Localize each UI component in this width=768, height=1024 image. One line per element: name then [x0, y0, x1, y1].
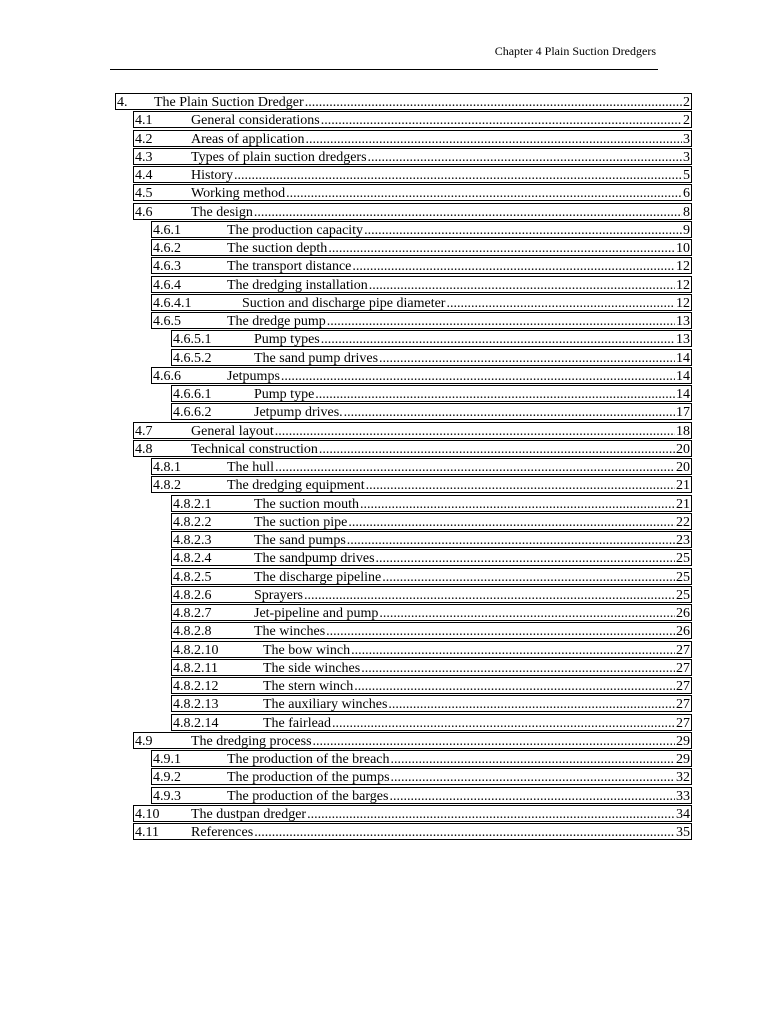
- toc-entry-page: 18: [676, 423, 690, 439]
- toc-entry-number: 4.: [117, 95, 128, 110]
- chapter-title: Chapter 4 Plain Suction Dredgers: [494, 44, 656, 58]
- toc-entry-number: 4.6.6: [153, 368, 181, 384]
- toc-entry-page: 22: [676, 514, 690, 530]
- toc-entry-page: 35: [676, 825, 690, 840]
- toc-entry-number: 4.8.2.6: [173, 587, 212, 603]
- toc-entry-number: 4.6.5.2: [173, 350, 212, 366]
- toc-entry[interactable]: [151, 221, 692, 238]
- toc-entry[interactable]: [171, 677, 692, 694]
- toc-entry-number: 4.8.2.13: [173, 697, 219, 713]
- toc-entry-page: 12: [676, 277, 690, 293]
- toc-entry-page: 5: [683, 168, 690, 183]
- dot-leader: [326, 623, 675, 639]
- toc-entry-title: The dredging process: [191, 733, 312, 749]
- dot-leader: [307, 806, 675, 822]
- toc-entry-page: 27: [676, 660, 690, 676]
- toc-entry-title: General considerations: [191, 113, 320, 129]
- toc-entry-number: 4.10: [135, 806, 160, 822]
- toc-entry-number: 4.6.3: [153, 259, 181, 275]
- toc-entry-title: Pump type: [254, 387, 315, 402]
- dot-leader: [321, 331, 675, 347]
- toc-entry[interactable]: [171, 330, 692, 347]
- toc-entry-title: The side winches: [263, 660, 361, 676]
- dot-leader: [286, 185, 682, 201]
- toc-entry-page: 25: [676, 569, 690, 585]
- toc-entry-number: 4.6.4: [153, 277, 181, 293]
- dot-leader: [275, 459, 675, 475]
- toc-entry-title: The sandpump drives: [254, 551, 375, 567]
- dot-leader: [351, 642, 675, 658]
- toc-entry-title: The design: [191, 204, 253, 220]
- toc-entry-title: The discharge pipeline: [254, 569, 382, 585]
- toc-entry-title: The dredging installation: [227, 277, 368, 293]
- toc-entry-number: 4.8.2.8: [173, 624, 212, 640]
- toc-entry-number: 4.8.2.4: [173, 551, 212, 567]
- toc-entry-title: Areas of application: [191, 131, 305, 147]
- toc-entry-title: The fairlead: [263, 715, 332, 731]
- toc-entry-page: 2: [683, 95, 690, 110]
- toc-entry-title: The winches: [254, 624, 326, 640]
- dot-leader: [305, 94, 682, 110]
- toc-entry-title: The production of the pumps: [227, 770, 390, 786]
- toc-entry-number: 4.8.2.10: [173, 642, 219, 658]
- toc-entry-number: 4.6.5: [153, 314, 181, 329]
- toc-entry-number: 4.8.2: [153, 478, 181, 494]
- toc-entry[interactable]: [171, 659, 692, 676]
- dot-leader: [319, 441, 675, 457]
- dot-leader: [388, 696, 675, 712]
- toc-entry[interactable]: [171, 549, 692, 566]
- dot-leader: [376, 550, 675, 566]
- dot-leader: [361, 660, 675, 676]
- toc-entry[interactable]: [171, 641, 692, 658]
- dot-leader: [344, 404, 675, 420]
- toc-entry-number: 4.6.1: [153, 222, 181, 238]
- toc-entry[interactable]: [151, 750, 692, 767]
- toc-entry[interactable]: [171, 622, 692, 639]
- toc-entry-number: 4.4: [135, 168, 153, 183]
- toc-entry-title: The auxiliary winches: [263, 697, 388, 713]
- dot-leader: [347, 532, 675, 548]
- toc-entry-page: 25: [676, 587, 690, 603]
- dot-leader: [389, 788, 675, 804]
- toc-entry-title: The suction depth: [227, 241, 328, 256]
- toc-entry-page: 29: [676, 752, 690, 767]
- toc-entry[interactable]: [151, 257, 692, 274]
- toc-entry-page: 9: [683, 222, 690, 238]
- toc-entry-number: 4.6.4.1: [153, 295, 192, 311]
- toc-entry-number: 4.2: [135, 131, 153, 147]
- toc-entry-page: 27: [676, 679, 690, 694]
- toc-entry[interactable]: [133, 111, 692, 128]
- toc-entry[interactable]: [133, 184, 692, 201]
- toc-entry-number: 4.9.2: [153, 770, 181, 786]
- toc-entry[interactable]: [133, 732, 692, 749]
- toc-entry-page: 32: [676, 770, 690, 786]
- toc-entry-page: 23: [676, 533, 690, 548]
- toc-entry-title: Types of plain suction dredgers: [191, 149, 367, 165]
- toc-entry-number: 4.9.1: [153, 752, 181, 767]
- dot-leader: [391, 751, 676, 767]
- toc-entry[interactable]: [171, 349, 692, 366]
- toc-entry-title: The production of the breach: [227, 752, 390, 767]
- toc-entry[interactable]: [133, 422, 692, 439]
- toc-entry-number: 4.8.1: [153, 460, 181, 475]
- toc-entry-number: 4.8.2.1: [173, 496, 212, 512]
- dot-leader: [328, 240, 675, 256]
- dot-leader: [382, 569, 675, 585]
- toc-entry[interactable]: [171, 695, 692, 712]
- toc-entry-page: 34: [676, 806, 690, 822]
- toc-entry[interactable]: [151, 787, 692, 804]
- toc-entry[interactable]: [133, 823, 692, 840]
- toc-entry-number: 4.1: [135, 113, 153, 129]
- toc-entry-title: The bow winch: [263, 642, 351, 658]
- toc-entry-page: 12: [676, 259, 690, 275]
- toc-entry-title: The production capacity: [227, 222, 364, 238]
- toc-entry-page: 27: [676, 715, 690, 731]
- dot-leader: [304, 587, 675, 603]
- toc-entry-page: 25: [676, 551, 690, 567]
- toc-entry-number: 4.6.6.1: [173, 387, 212, 402]
- toc-entry-title: References: [191, 825, 254, 840]
- dot-leader: [321, 112, 682, 128]
- toc-entry-title: History: [191, 168, 233, 183]
- toc-entry[interactable]: [151, 476, 692, 493]
- toc-entry-number: 4.8.2.3: [173, 533, 212, 548]
- toc-entry-title: The dustpan dredger: [191, 806, 307, 822]
- toc-entry-page: 3: [683, 131, 690, 147]
- toc-entry[interactable]: [171, 586, 692, 603]
- toc-entry-page: 14: [676, 387, 690, 402]
- toc-entry-page: 26: [676, 624, 690, 640]
- toc-entry-number: 4.6.5.1: [173, 332, 212, 348]
- toc-entry-title: Suction and discharge pipe diameter: [242, 295, 446, 311]
- dot-leader: [364, 222, 682, 238]
- toc-entry-title: The sand pump drives: [254, 350, 379, 366]
- dot-leader: [354, 678, 675, 694]
- toc-entry-number: 4.11: [135, 825, 159, 840]
- header-divider: [110, 69, 658, 70]
- toc-entry[interactable]: [171, 531, 692, 548]
- toc-entry[interactable]: [171, 604, 692, 621]
- dot-leader: [254, 204, 682, 220]
- toc-entry-title: Jetpumps: [227, 368, 280, 384]
- toc-entry[interactable]: [171, 568, 692, 585]
- toc-entry[interactable]: [171, 495, 692, 512]
- toc-entry[interactable]: [151, 276, 692, 293]
- dot-leader: [254, 824, 675, 840]
- dot-leader: [234, 167, 682, 183]
- toc-entry-title: The sand pumps: [254, 533, 346, 548]
- toc-entry[interactable]: [171, 513, 692, 530]
- toc-entry-number: 4.8.2.14: [173, 715, 219, 731]
- toc-entry-title: Jetpump drives.: [254, 405, 343, 421]
- toc-entry-title: Working method: [191, 186, 286, 202]
- dot-leader: [369, 277, 675, 293]
- toc-entry-page: 29: [676, 733, 690, 749]
- toc-entry[interactable]: [151, 312, 692, 329]
- dot-leader: [327, 313, 675, 329]
- toc-entry-page: 26: [676, 606, 690, 621]
- toc-entry[interactable]: [115, 93, 692, 110]
- toc-entry-number: 4.6: [135, 204, 153, 220]
- toc-entry-page: 13: [676, 314, 690, 329]
- toc-entry-number: 4.8.2.5: [173, 569, 212, 585]
- toc-entry-title: Sprayers: [254, 587, 303, 603]
- dot-leader: [281, 368, 675, 384]
- toc-entry-page: 10: [676, 241, 690, 256]
- dot-leader: [352, 258, 675, 274]
- toc-entry-title: The stern winch: [263, 679, 354, 694]
- dot-leader: [360, 496, 675, 512]
- toc-entry-page: 8: [683, 204, 690, 220]
- toc-entry-page: 21: [676, 496, 690, 512]
- toc-entry-title: Technical construction: [191, 441, 318, 457]
- toc-entry-title: The hull: [227, 460, 275, 475]
- toc-entry[interactable]: [151, 294, 692, 311]
- toc-entry-number: 4.8.2.2: [173, 514, 212, 530]
- toc-entry[interactable]: [171, 403, 692, 420]
- toc-entry[interactable]: [133, 805, 692, 822]
- toc-entry-title: Jet-pipeline and pump: [254, 606, 379, 621]
- toc-entry-page: 20: [676, 460, 690, 475]
- toc-entry[interactable]: [171, 385, 692, 402]
- toc-entry-title: The Plain Suction Dredger: [154, 95, 304, 110]
- toc-entry-page: 27: [676, 697, 690, 713]
- toc-entry-page: 27: [676, 642, 690, 658]
- toc-entry-title: General layout: [191, 423, 274, 439]
- toc-entry-number: 4.8.2.11: [173, 660, 218, 676]
- dot-leader: [313, 733, 675, 749]
- toc-entry-number: 4.8.2.7: [173, 606, 212, 621]
- toc-entry-number: 4.8.2.12: [173, 679, 219, 694]
- toc-entry[interactable]: [133, 148, 692, 165]
- dot-leader: [306, 131, 682, 147]
- toc-entry-page: 21: [676, 478, 690, 494]
- toc-entry-number: 4.9.3: [153, 788, 181, 804]
- toc-entry[interactable]: [133, 130, 692, 147]
- toc-entry-title: The suction pipe: [254, 514, 348, 530]
- dot-leader: [315, 386, 675, 402]
- dot-leader: [391, 769, 675, 785]
- toc-entry[interactable]: [151, 768, 692, 785]
- toc-entry-page: 14: [676, 350, 690, 366]
- toc-entry-page: 17: [676, 405, 690, 421]
- toc-entry-number: 4.3: [135, 149, 153, 165]
- toc-entry-number: 4.6.2: [153, 241, 181, 256]
- toc-entry-page: 12: [676, 295, 690, 311]
- dot-leader: [366, 477, 675, 493]
- dot-leader: [348, 514, 675, 530]
- toc-entry-title: The production of the barges: [227, 788, 389, 804]
- toc-entry-title: Pump types: [254, 332, 320, 348]
- toc-entry[interactable]: [171, 714, 692, 731]
- dot-leader: [379, 350, 675, 366]
- toc-entry-page: 6: [683, 186, 690, 202]
- toc-entry-number: 4.6.6.2: [173, 405, 212, 421]
- toc-entry-title: The suction mouth: [254, 496, 359, 512]
- toc-entry-number: 4.8: [135, 441, 153, 457]
- toc-entry-page: 33: [676, 788, 690, 804]
- toc-entry[interactable]: [133, 440, 692, 457]
- toc-entry-number: 4.9: [135, 733, 153, 749]
- dot-leader: [379, 605, 675, 621]
- toc-entry-number: 4.5: [135, 186, 153, 202]
- toc-entry-page: 13: [676, 332, 690, 348]
- dot-leader: [275, 423, 675, 439]
- toc-entry-title: The dredge pump: [227, 314, 326, 329]
- toc-entry-page: 3: [683, 149, 690, 165]
- dot-leader: [332, 715, 675, 731]
- dot-leader: [446, 295, 675, 311]
- dot-leader: [368, 149, 682, 165]
- toc-entry[interactable]: [151, 367, 692, 384]
- toc-entry-title: The transport distance: [227, 259, 352, 275]
- toc-entry-page: 14: [676, 368, 690, 384]
- toc-entry[interactable]: [151, 458, 692, 475]
- toc-entry-number: 4.7: [135, 423, 153, 439]
- toc-entry-title: The dredging equipment: [227, 478, 365, 494]
- toc-entry[interactable]: [133, 166, 692, 183]
- toc-entry-page: 20: [676, 441, 690, 457]
- toc-entry[interactable]: [133, 203, 692, 220]
- toc-entry-page: 2: [683, 113, 690, 129]
- toc-entry[interactable]: [151, 239, 692, 256]
